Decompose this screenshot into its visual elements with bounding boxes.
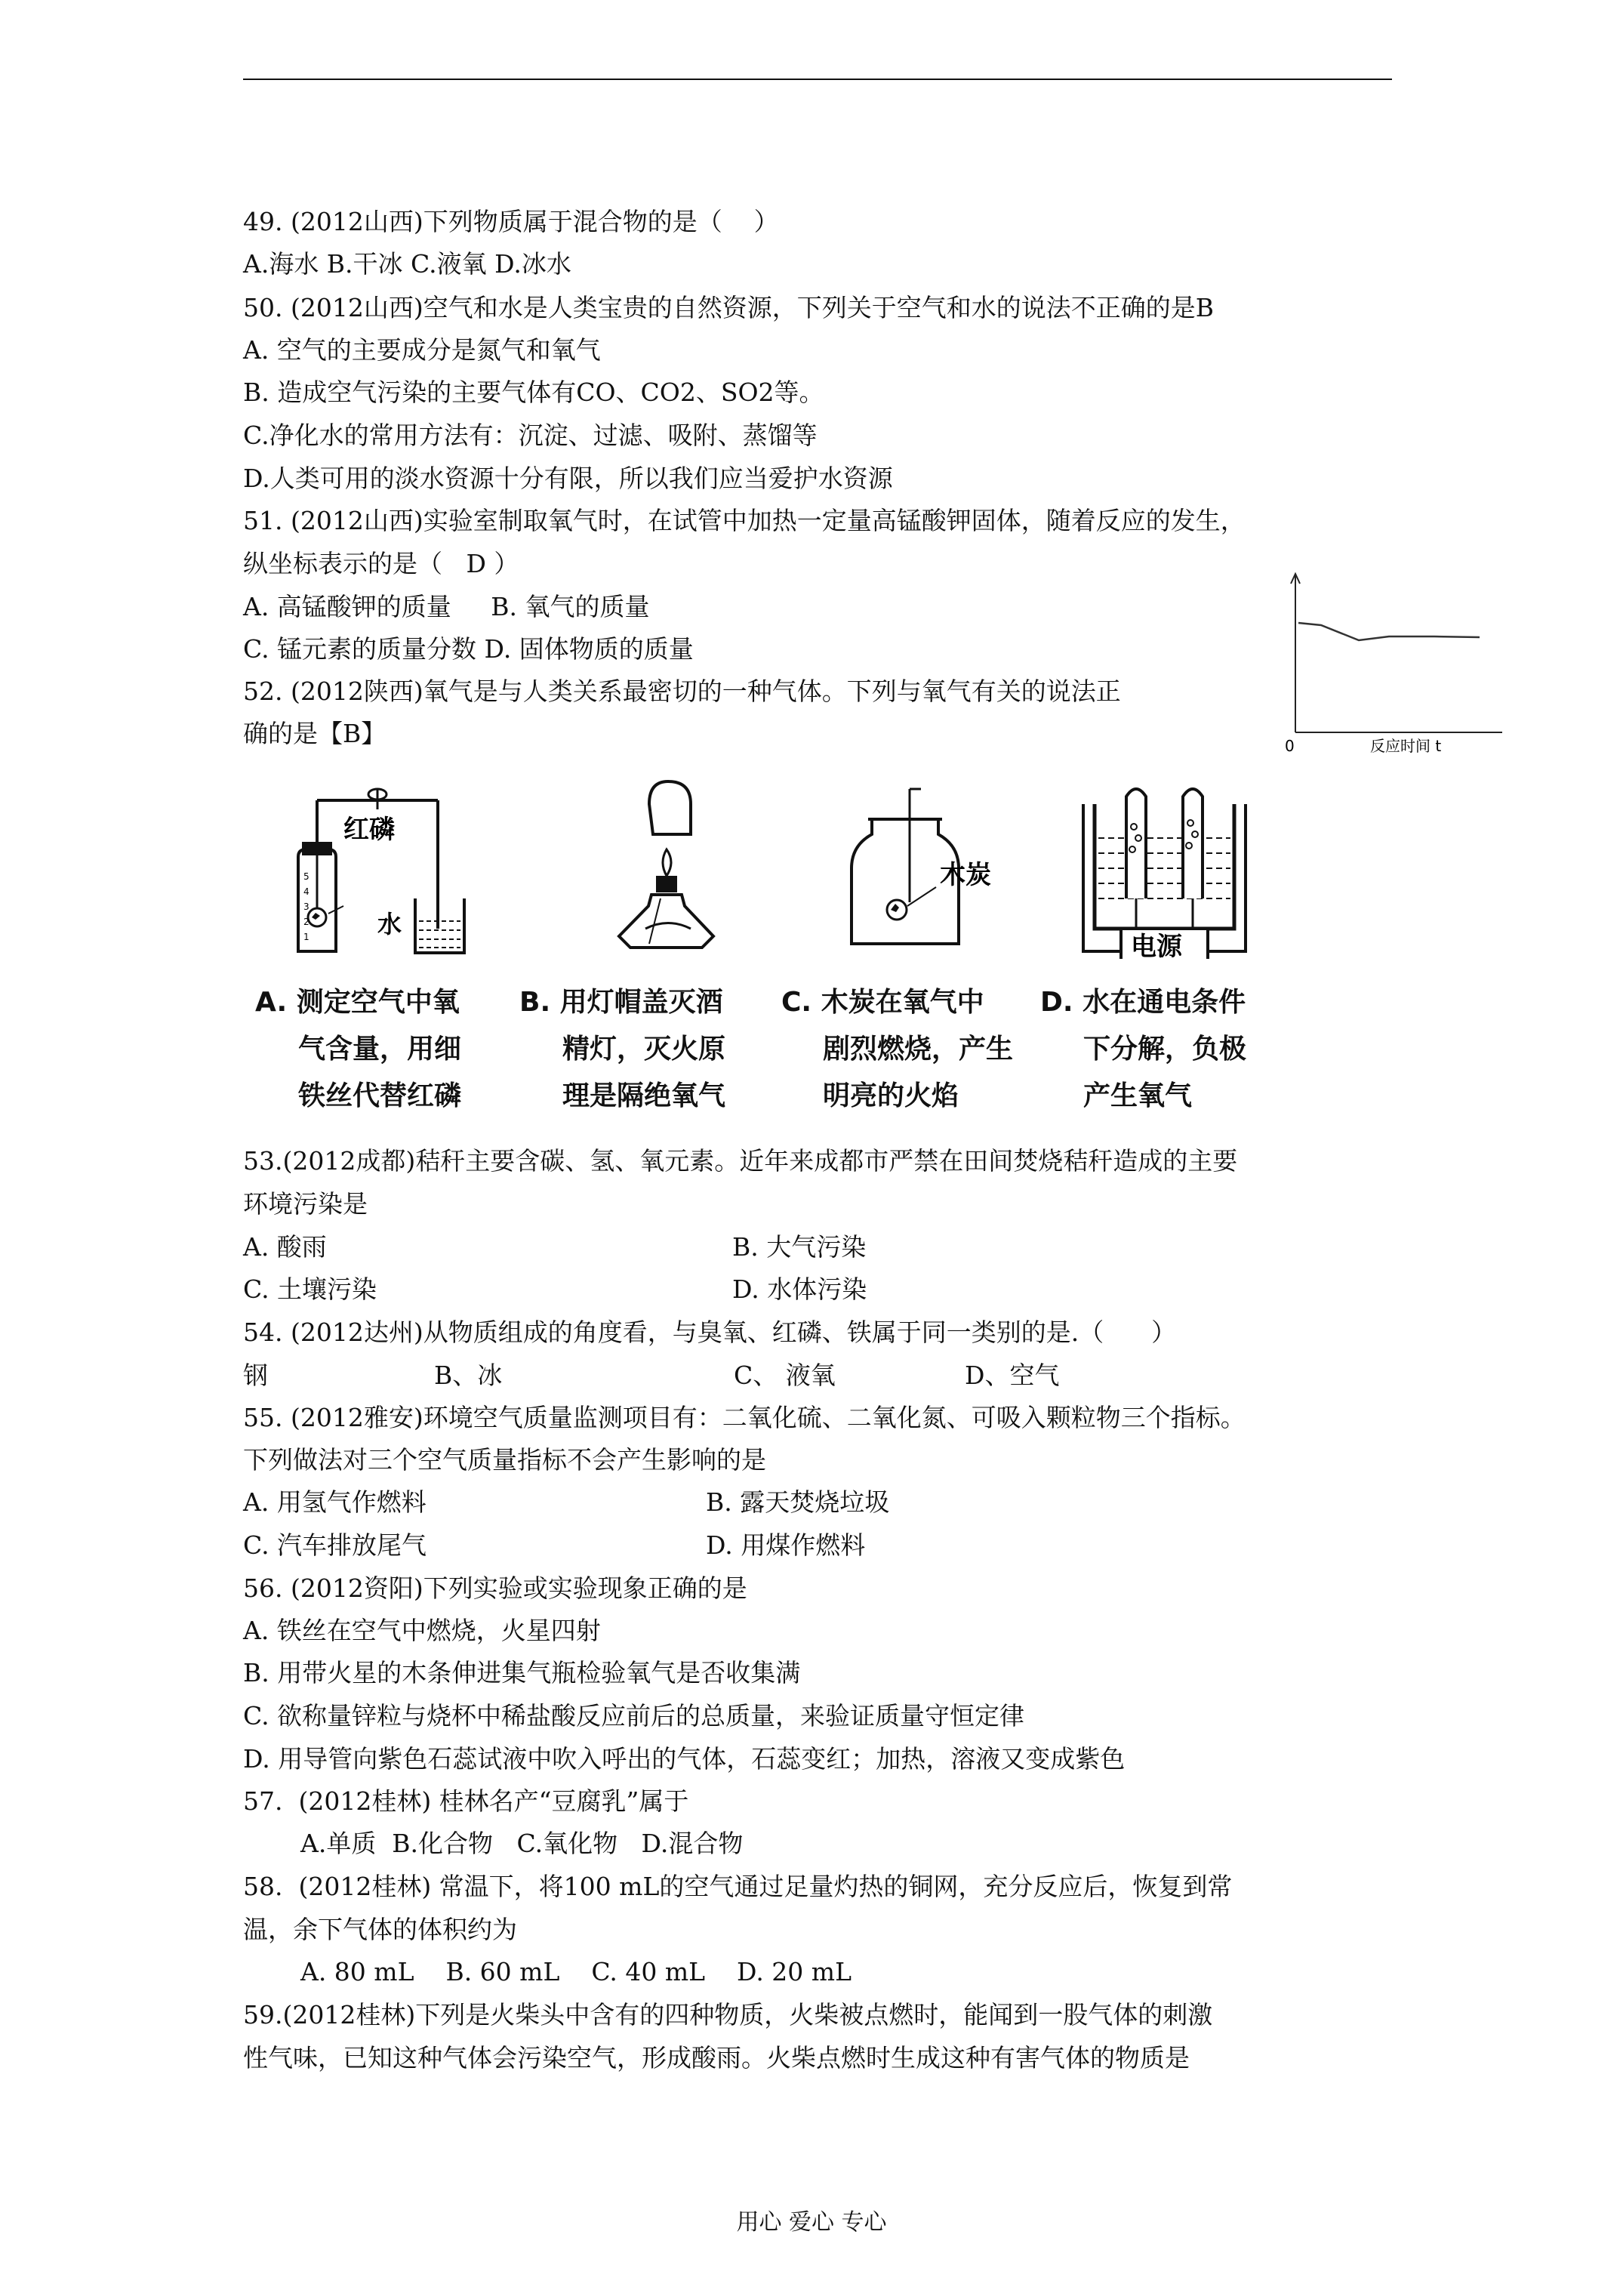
q54-option-c: C、 液氧	[734, 1361, 836, 1390]
graph-origin-label: 0	[1285, 737, 1295, 755]
svg-text:木炭: 木炭	[940, 860, 991, 890]
q55-option-a: A. 用氢气作燃料	[243, 1487, 427, 1517]
q58-stem-cont: 温，余下气体的体积约为	[243, 1915, 517, 1944]
q53-option-d: D. 水体污染	[732, 1274, 867, 1304]
svg-text:5: 5	[303, 871, 310, 882]
q50-stem: 50. (2012山西)空气和水是人类宝贵的自然资源，下列关于空气和水的说法不正确的是B	[243, 293, 1214, 322]
q56-option-a: A. 铁丝在空气中燃烧，火星四射	[243, 1616, 601, 1645]
svg-text:水: 水	[377, 910, 402, 938]
q50-option-a: A. 空气的主要成分是氮气和氧气	[243, 335, 601, 365]
svg-text:2: 2	[303, 917, 310, 927]
caption-a-line2: 气含量，用细	[298, 1034, 462, 1065]
q56-option-c: C. 欲称量锌粒与烧杯中稀盐酸反应前后的总质量，来验证质量守恒定律	[243, 1701, 1025, 1730]
page-footer: 用心 爱心 专心	[736, 2209, 887, 2236]
caption-c-line3: 明亮的火焰	[823, 1080, 959, 1111]
caption-b-line1: B. 用灯帽盖灭酒	[519, 987, 723, 1018]
caption-a-line3: 铁丝代替红磷	[298, 1080, 462, 1111]
q53-stem-cont: 环境污染是	[243, 1189, 368, 1219]
q59-stem: 59.(2012桂林)下列是火柴头中含有的四种物质，火柴被点燃时，能闻到一股气体的刺激	[243, 2000, 1213, 2029]
q55-stem: 55. (2012雅安)环境空气质量监测项目有：二氧化硫、二氧化氮、可吸入颗粒物三个指标。	[243, 1403, 1246, 1432]
q51-options-ab: A. 高锰酸钾的质量 B. 氧气的质量	[243, 592, 650, 621]
caption-b-line3: 理是隔绝氧气	[562, 1080, 726, 1111]
caption-b-line2: 精灯，灭火原	[562, 1034, 726, 1065]
q53-option-b: B. 大气污染	[732, 1232, 867, 1262]
q56-option-d: D. 用导管向紫色石蕊试液中吹入呼出的气体，石蕊变红；加热，溶液又变成紫色	[243, 1744, 1126, 1774]
q53-option-c: C. 土壤污染	[243, 1274, 377, 1304]
q54-option-b: B、冰	[434, 1361, 503, 1390]
graph-curve	[1298, 623, 1480, 640]
q55-stem-cont: 下列做法对三个空气质量指标不会产生影响的是	[243, 1445, 766, 1475]
svg-text:4: 4	[303, 886, 310, 897]
q52-stem-cont: 确的是【B】	[243, 719, 387, 748]
q57-stem: 57. (2012桂林) 桂林名产“豆腐乳”属于	[243, 1786, 689, 1816]
q53-option-a: A. 酸雨	[243, 1232, 327, 1262]
q58-stem: 58. (2012桂林) 常温下，将100 mL的空气通过足量灼热的铜网，充分反应后，恢复到常	[243, 1872, 1233, 1901]
header-rule	[243, 79, 1392, 80]
q55-option-d: D. 用煤作燃料	[706, 1530, 866, 1560]
q56-option-b: B. 用带火星的木条伸进集气瓶检验氧气是否收集满	[243, 1658, 801, 1687]
q54-stem: 54. (2012达州)从物质组成的角度看，与臭氧、红磷、铁属于同一类别的是.（ ）	[243, 1318, 1177, 1347]
caption-c-line2: 剧烈燃烧，产生	[823, 1034, 1014, 1065]
q56-stem: 56. (2012资阳)下列实验或实验现象正确的是	[243, 1573, 747, 1603]
q51-graph	[1276, 562, 1502, 759]
svg-text:电源: 电源	[1131, 932, 1182, 959]
figure-a-apparatus	[283, 785, 468, 966]
caption-d-line1: D. 水在通电条件	[1040, 987, 1246, 1018]
svg-text:3: 3	[303, 901, 310, 912]
q51-options-cd: C. 锰元素的质量分数 D. 固体物质的质量	[243, 634, 694, 664]
caption-d-line3: 产生氧气	[1083, 1080, 1193, 1111]
q50-option-d: D.人类可用的淡水资源十分有限，所以我们应当爱护水资源	[243, 464, 893, 493]
figure-b-alcohol-lamp	[600, 778, 751, 966]
q51-stem-cont: 纵坐标表示的是（ D ）	[243, 549, 519, 578]
q57-options: A.单质 B.化合物 C.氧化物 D.混合物	[300, 1829, 744, 1858]
q55-option-b: B. 露天焚烧垃圾	[706, 1487, 890, 1517]
caption-c-line1: C. 木炭在氧气中	[781, 987, 984, 1018]
svg-text:红磷: 红磷	[343, 815, 395, 845]
q55-option-c: C. 汽车排放尾气	[243, 1530, 427, 1560]
q53-stem: 53.(2012成都)秸秆主要含碳、氢、氧元素。近年来成都市严禁在田间焚烧秸秆造成的主要	[243, 1146, 1238, 1176]
q50-option-c: C.净化水的常用方法有：沉淀、过滤、吸附、蒸馏等	[243, 421, 818, 450]
caption-a-line1: A. 测定空气中氧	[255, 987, 460, 1018]
q59-stem-cont: 性气味，已知这种气体会污染空气，形成酸雨。火柴点燃时生成这种有害气体的物质是	[243, 2043, 1190, 2073]
q49-stem: 49. (2012山西)下列物质属于混合物的是（ ）	[243, 207, 779, 236]
q58-options: A. 80 mL B. 60 mL C. 40 mL D. 20 mL	[300, 1957, 852, 1986]
q54-option-d: D、空气	[965, 1361, 1060, 1390]
caption-d-line2: 下分解，负极	[1083, 1034, 1247, 1065]
figure-c-charcoal-bottle	[838, 785, 1027, 959]
q50-option-b: B. 造成空气污染的主要气体有CO、CO2、SO2等。	[243, 378, 824, 407]
q54-option-a: 钢	[243, 1361, 268, 1390]
graph-x-axis-label: 反应时间 t	[1370, 737, 1442, 755]
svg-text:1: 1	[303, 932, 310, 942]
q51-stem: 51. (2012山西)实验室制取氧气时，在试管中加热一定量高锰酸钾固体，随着反应的发生，	[243, 506, 1246, 535]
q52-stem: 52. (2012陕西)氧气是与人类关系最密切的一种气体。下列与氧气有关的说法正	[243, 676, 1121, 706]
figure-d-electrolysis	[1079, 778, 1268, 959]
q49-options: A.海水 B.干冰 C.液氧 D.冰水	[243, 249, 571, 279]
